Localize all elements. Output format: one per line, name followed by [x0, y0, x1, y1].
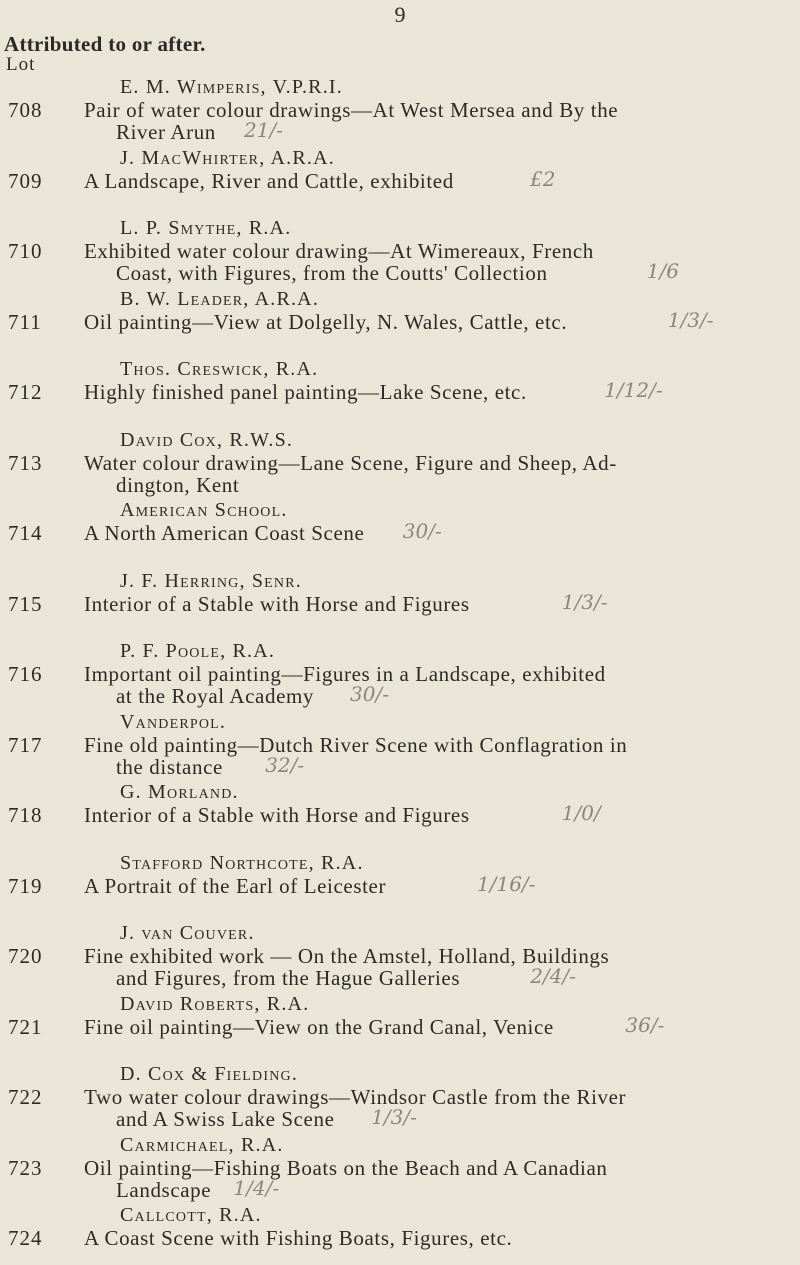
- lot-number: 712: [8, 380, 43, 404]
- lot-number: 710: [8, 239, 43, 263]
- lot-artist: B. W. Leader, A.R.A.: [120, 287, 320, 310]
- section-heading: Attributed to or after.: [4, 32, 206, 56]
- lot-description: Important oil painting—Figures in a Landscape, exhibited: [84, 662, 606, 686]
- lot-artist: J. van Couver.: [120, 922, 255, 944]
- lot-number: 716: [8, 662, 43, 686]
- lot-number: 721: [8, 1014, 43, 1039]
- lot-description: A Coast Scene with Fishing Boats, Figures, etc.: [84, 1226, 513, 1250]
- lot-description-continued: the distance: [116, 754, 223, 779]
- lot-number: 715: [8, 591, 43, 616]
- lot-description: A Landscape, River and Cattle, exhibited: [84, 168, 454, 193]
- handwritten-price: 30/-: [350, 682, 389, 706]
- lot-description: Oil painting—View at Dolgelly, N. Wales, Cattle, etc.: [84, 309, 568, 334]
- lot-artist: David Cox, R.W.S.: [120, 428, 294, 451]
- lot-description-continued: dington, Kent: [116, 472, 240, 497]
- lot-description: Exhibited water colour drawing—At Wimereaux, French: [84, 239, 594, 263]
- lot-number: 719: [8, 873, 43, 898]
- lot-description: Interior of a Stable with Horse and Figures: [84, 803, 470, 827]
- handwritten-price: 21/-: [244, 118, 283, 142]
- lot-column-header: Lot: [6, 54, 36, 75]
- lot-artist: American School.: [120, 499, 288, 521]
- lot-description: A North American Coast Scene: [84, 521, 365, 545]
- lot-description: Interior of a Stable with Horse and Figures: [84, 591, 470, 616]
- lot-artist: J. F. Herring, Senr.: [120, 569, 302, 592]
- lot-number: 718: [8, 803, 43, 827]
- lot-description: Fine old painting—Dutch River Scene with Conflagration in: [84, 732, 628, 757]
- handwritten-price: 1/6: [646, 259, 679, 283]
- lot-description-continued: River Arun: [116, 120, 216, 144]
- lot-artist: D. Cox & Fielding.: [120, 1063, 299, 1085]
- lot-number: 711: [8, 309, 42, 334]
- lot-artist: G. Morland.: [120, 781, 239, 803]
- lot-artist: P. F. Poole, R.A.: [120, 640, 276, 662]
- lot-number: 714: [8, 521, 43, 545]
- lot-number: 723: [8, 1155, 43, 1180]
- handwritten-price: 1/3/-: [667, 307, 714, 332]
- lot-description-continued: and A Swiss Lake Scene: [116, 1107, 335, 1131]
- lot-number: 722: [8, 1085, 43, 1109]
- lot-number: 708: [8, 98, 43, 122]
- handwritten-price: 2/4/-: [530, 964, 576, 988]
- lot-description: Pair of water colour drawings—At West Mersea and By the: [84, 98, 619, 122]
- lot-artist: David Roberts, R.A.: [120, 992, 310, 1015]
- lot-artist: E. M. Wimperis, V.P.R.I.: [120, 76, 343, 98]
- handwritten-price: 1/4/-: [233, 1175, 280, 1200]
- handwritten-price: 1/12/-: [604, 378, 663, 402]
- lot-description: Two water colour drawings—Windsor Castle from the River: [84, 1085, 627, 1109]
- handwritten-price: 1/3/-: [561, 589, 608, 614]
- lot-description: Water colour drawing—Lane Scene, Figure and Sheep, Ad-: [84, 450, 617, 475]
- lot-description: Fine oil painting—View on the Grand Canal, Venice: [84, 1014, 554, 1039]
- lot-description-continued: at the Royal Academy: [116, 684, 315, 708]
- handwritten-price: 32/-: [265, 752, 305, 777]
- lot-artist: Thos. Creswick, R.A.: [120, 358, 319, 380]
- lot-number: 709: [8, 168, 43, 193]
- lot-number: 720: [8, 944, 43, 968]
- lot-number: 724: [8, 1226, 43, 1250]
- handwritten-price: 1/0/: [561, 801, 601, 825]
- lot-description: Highly finished panel painting—Lake Scene, etc.: [84, 380, 527, 404]
- lot-number: 713: [8, 450, 43, 475]
- handwritten-price: £2: [530, 166, 556, 191]
- lot-description: A Portrait of the Earl of Leicester: [84, 873, 387, 898]
- handwritten-price: 36/-: [625, 1012, 665, 1037]
- lot-description-continued: and Figures, from the Hague Galleries: [116, 966, 461, 990]
- lot-artist: Stafford Northcote, R.A.: [120, 851, 364, 874]
- lot-description: Fine exhibited work — On the Amstel, Holland, Buildings: [84, 944, 610, 968]
- lot-number: 717: [8, 732, 43, 757]
- handwritten-price: 30/-: [402, 519, 442, 543]
- lot-description-continued: Coast, with Figures, from the Coutts' Collection: [116, 261, 548, 285]
- lot-artist: Vanderpol.: [120, 710, 227, 733]
- lot-artist: L. P. Smythe, R.A.: [120, 217, 292, 239]
- lot-description-continued: Landscape: [116, 1177, 212, 1202]
- lot-artist: J. MacWhirter, A.R.A.: [120, 146, 335, 169]
- lot-artist: Carmichael, R.A.: [120, 1133, 284, 1156]
- lot-artist: Callcott, R.A.: [120, 1204, 262, 1226]
- handwritten-price: 1/16/-: [477, 871, 536, 896]
- lot-description: Oil painting—Fishing Boats on the Beach and A Canadian: [84, 1155, 608, 1180]
- handwritten-price: 1/3/-: [371, 1105, 417, 1129]
- page-number: 9: [394, 2, 406, 27]
